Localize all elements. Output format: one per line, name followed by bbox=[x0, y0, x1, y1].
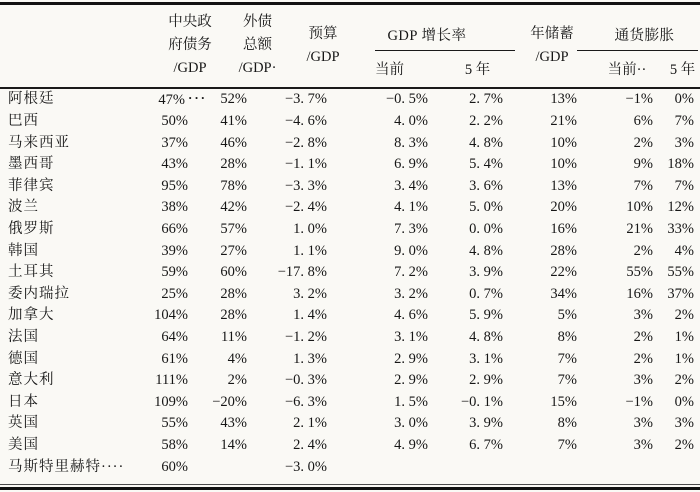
value-cell: 2% bbox=[674, 372, 694, 389]
value-cell: −1. 2% bbox=[284, 329, 327, 346]
value-cell: 5. 4% bbox=[469, 156, 503, 173]
country-cell: 德国 bbox=[8, 350, 39, 367]
country-cell: 墨西哥 bbox=[8, 156, 55, 173]
value-cell: 111% bbox=[155, 372, 188, 389]
value-cell: 3. 2% bbox=[394, 285, 428, 302]
value-cell: 3% bbox=[674, 134, 694, 151]
value-cell: 8% bbox=[557, 415, 577, 432]
value-cell: 7% bbox=[674, 113, 694, 130]
value-cell: 4. 9% bbox=[394, 437, 428, 453]
table-row bbox=[0, 349, 700, 371]
inflation-group-label: 通货膨胀 bbox=[614, 27, 675, 44]
value-cell: 7% bbox=[633, 177, 653, 194]
col-header-gdp-growth-group bbox=[339, 4, 515, 51]
value-cell: −0. 1% bbox=[460, 393, 503, 410]
country-cell: 俄罗斯 bbox=[8, 221, 55, 238]
value-cell bbox=[589, 457, 665, 479]
value-cell: 4% bbox=[674, 242, 694, 259]
value-cell: 1% bbox=[674, 350, 694, 367]
value-cell: 39% bbox=[161, 242, 188, 259]
value-cell: −4. 6% bbox=[284, 113, 327, 130]
table-header bbox=[0, 4, 700, 88]
value-cell: 8. 3% bbox=[394, 134, 428, 151]
table-row bbox=[0, 327, 700, 349]
value-cell: 66% bbox=[161, 221, 188, 238]
value-cell bbox=[440, 457, 515, 479]
value-cell bbox=[339, 457, 440, 479]
table-row bbox=[0, 262, 700, 284]
value-cell: 3% bbox=[633, 307, 653, 324]
table-row bbox=[0, 392, 700, 414]
value-cell: 3% bbox=[633, 415, 653, 432]
value-cell: 58% bbox=[161, 437, 188, 453]
country-cell: 意大利 bbox=[8, 372, 55, 389]
table-row bbox=[0, 284, 700, 306]
value-cell: 46% bbox=[220, 134, 247, 151]
value-cell: 1. 0% bbox=[293, 221, 327, 238]
value-cell: 104% bbox=[154, 307, 188, 324]
country-cell: 马来西亚 bbox=[8, 134, 70, 151]
table-row bbox=[0, 305, 700, 327]
country-cell: 加拿大 bbox=[8, 307, 55, 324]
value-cell: 2% bbox=[227, 372, 247, 389]
value-cell: 2. 4% bbox=[293, 437, 327, 453]
value-cell: 20% bbox=[550, 199, 577, 216]
value-cell: 78% bbox=[220, 177, 247, 194]
table-row bbox=[0, 111, 700, 133]
value-cell: 5. 9% bbox=[469, 307, 503, 324]
value-cell: 9% bbox=[633, 156, 653, 173]
bottom-rule bbox=[0, 484, 700, 490]
table-row bbox=[0, 435, 700, 457]
country-cell: 韩国 bbox=[8, 242, 39, 259]
header-line: 年储蓄 bbox=[530, 25, 574, 42]
value-cell: 7% bbox=[674, 177, 694, 194]
value-cell: 55% bbox=[667, 264, 694, 281]
value-cell: 64% bbox=[161, 329, 188, 346]
header-line: 外债 bbox=[243, 14, 272, 31]
value-cell: 34% bbox=[550, 285, 577, 302]
header-line: /GDP bbox=[173, 60, 207, 77]
value-cell: 16% bbox=[626, 285, 653, 302]
value-cell: 28% bbox=[220, 307, 247, 324]
value-cell: 50% bbox=[161, 113, 188, 130]
country-cell: 日本 bbox=[8, 393, 39, 410]
value-cell: 4. 8% bbox=[469, 329, 503, 346]
value-cell: 60% bbox=[161, 458, 188, 475]
value-cell: 6. 7% bbox=[469, 437, 503, 453]
value-cell: 2. 2% bbox=[469, 113, 503, 130]
table-row bbox=[0, 370, 700, 392]
value-cell: 3. 0% bbox=[394, 415, 428, 432]
subcol-inflation-5yr: 5 年 bbox=[669, 62, 696, 78]
value-cell: 3. 9% bbox=[469, 415, 503, 432]
value-cell: −1. 1% bbox=[284, 156, 327, 173]
value-cell: 2. 1% bbox=[293, 415, 327, 432]
value-cell: 6% bbox=[633, 113, 653, 130]
value-cell: 3. 6% bbox=[469, 177, 503, 194]
subcol-gdp-growth-current: 当前 bbox=[375, 62, 404, 78]
value-cell: 13% bbox=[515, 88, 589, 112]
country-cell: 英国 bbox=[8, 415, 39, 432]
value-cell: 21% bbox=[626, 221, 653, 238]
value-cell: 47% ··· bbox=[136, 88, 200, 112]
table-row bbox=[0, 133, 700, 155]
value-cell: 1. 1% bbox=[293, 242, 327, 259]
value-cell: 14% bbox=[220, 437, 247, 453]
value-cell: 43% bbox=[220, 415, 247, 432]
value-cell: −17. 8% bbox=[277, 264, 327, 281]
value-cell: 28% bbox=[220, 285, 247, 302]
value-cell: 60% bbox=[220, 264, 247, 281]
value-cell: 0. 0% bbox=[469, 221, 503, 238]
value-cell: 11% bbox=[220, 329, 247, 346]
value-cell: 61% bbox=[161, 350, 188, 367]
value-cell: 1. 5% bbox=[394, 393, 428, 410]
value-cell: 10% bbox=[550, 156, 577, 173]
value-cell bbox=[515, 457, 589, 479]
value-cell: −1% bbox=[589, 88, 665, 112]
value-cell: 2% bbox=[633, 350, 653, 367]
value-cell: −0. 5% bbox=[339, 88, 440, 112]
subcol-inflation-current: 当前·· bbox=[607, 62, 647, 78]
value-cell: 2% bbox=[633, 329, 653, 346]
value-cell: 33% bbox=[667, 221, 694, 238]
gdp-growth-group-label: GDP 增长率 bbox=[387, 27, 467, 44]
value-cell: 16% bbox=[550, 221, 577, 238]
value-cell: 0% bbox=[674, 393, 694, 410]
country-cell: 阿根廷 bbox=[0, 88, 136, 112]
value-cell: −3. 0% bbox=[284, 458, 327, 475]
sovereign-debt-table bbox=[0, 2, 700, 478]
col-header-central-gov-debt-gdp bbox=[136, 4, 212, 88]
value-cell: 22% bbox=[550, 264, 577, 281]
footnote-dots: ··· bbox=[188, 89, 208, 105]
value-cell: 57% bbox=[220, 221, 247, 238]
value-cell: 0% bbox=[665, 88, 700, 112]
header-line: 府债务 bbox=[168, 37, 212, 54]
value-cell: 25% bbox=[161, 285, 188, 302]
value-cell: 2. 9% bbox=[394, 350, 428, 367]
value-cell: −2. 8% bbox=[284, 134, 327, 151]
value-cell: 109% bbox=[154, 393, 188, 410]
value-cell bbox=[665, 457, 700, 479]
value-cell: 59% bbox=[161, 264, 188, 281]
value-cell: 2% bbox=[633, 242, 653, 259]
value-cell: 3% bbox=[633, 372, 653, 389]
subcol-gdp-growth-5yr: 5 年 bbox=[464, 62, 491, 78]
value-cell: 3. 2% bbox=[293, 285, 327, 302]
header-line: /GDP bbox=[306, 48, 340, 65]
value-cell: 10% bbox=[626, 199, 653, 216]
value-cell: −2. 4% bbox=[284, 199, 327, 216]
value-cell: 2. 9% bbox=[469, 372, 503, 389]
value-cell: −0. 3% bbox=[284, 372, 327, 389]
value-cell: 38% bbox=[161, 199, 188, 216]
country-column-header bbox=[0, 4, 136, 88]
value-cell: 1% bbox=[674, 329, 694, 346]
value-cell: 7. 2% bbox=[394, 264, 428, 281]
value-cell: −3. 3% bbox=[284, 177, 327, 194]
table-row bbox=[0, 88, 700, 112]
table-row bbox=[0, 219, 700, 241]
value-cell: 37% bbox=[667, 285, 694, 302]
value-cell: 4. 6% bbox=[394, 307, 428, 324]
value-cell: −20% bbox=[212, 393, 247, 410]
value-cell: 3. 1% bbox=[469, 350, 503, 367]
value-cell: 55% bbox=[626, 264, 653, 281]
table-row bbox=[0, 241, 700, 263]
value-cell: 10% bbox=[550, 134, 577, 151]
value-cell: 6. 9% bbox=[394, 156, 428, 173]
value-cell: 5% bbox=[557, 307, 577, 324]
value-cell: 1. 3% bbox=[293, 350, 327, 367]
country-cell: 土耳其 bbox=[8, 264, 55, 281]
value-cell: 41% bbox=[220, 113, 247, 130]
value-cell: 4. 8% bbox=[469, 134, 503, 151]
col-header-inflation-group bbox=[589, 4, 700, 51]
table-body bbox=[0, 88, 700, 479]
table-row bbox=[0, 457, 700, 479]
value-cell: 5. 0% bbox=[469, 199, 503, 216]
value-cell: 3. 9% bbox=[469, 264, 503, 281]
value-cell: 28% bbox=[220, 156, 247, 173]
value-cell: 3. 4% bbox=[394, 177, 428, 194]
value-cell: 52% bbox=[200, 88, 259, 112]
value-cell: 9. 0% bbox=[394, 242, 428, 259]
value-cell: 2% bbox=[674, 437, 694, 453]
table-row bbox=[0, 176, 700, 198]
value-cell: 2% bbox=[674, 307, 694, 324]
value-cell: 4. 8% bbox=[469, 242, 503, 259]
value-cell: 7% bbox=[557, 437, 577, 453]
value-cell: 27% bbox=[220, 242, 247, 259]
value-cell: 4. 0% bbox=[394, 113, 428, 130]
value-cell: 4. 1% bbox=[394, 199, 428, 216]
country-cell: 巴西 bbox=[8, 113, 39, 130]
value-cell: 42% bbox=[220, 199, 247, 216]
value-cell: 8% bbox=[557, 329, 577, 346]
table-row bbox=[0, 197, 700, 219]
value-cell: 7% bbox=[557, 372, 577, 389]
value-cell: 3% bbox=[674, 415, 694, 432]
value-cell: 3. 1% bbox=[394, 329, 428, 346]
table-row bbox=[0, 154, 700, 176]
value-cell: 12% bbox=[667, 199, 694, 216]
header-line: /GDP· bbox=[238, 60, 277, 77]
value-cell: −1% bbox=[625, 393, 653, 410]
country-cell: 美国 bbox=[8, 437, 39, 453]
value-cell: 2. 9% bbox=[394, 372, 428, 389]
header-line: 总额 bbox=[243, 37, 272, 54]
value-cell: 7. 3% bbox=[394, 221, 428, 238]
value-cell: 4% bbox=[227, 350, 247, 367]
value-cell: 3% bbox=[633, 437, 653, 453]
header-line: 预算 bbox=[308, 25, 338, 42]
value-cell: 1. 4% bbox=[293, 307, 327, 324]
value-cell: 18% bbox=[667, 156, 694, 173]
country-cell: 波兰 bbox=[8, 199, 39, 216]
value-cell: 43% bbox=[161, 156, 188, 173]
value-cell: 2. 7% bbox=[440, 88, 515, 112]
table-row bbox=[0, 413, 700, 435]
country-cell: 法国 bbox=[8, 329, 39, 346]
value-cell: 7% bbox=[557, 350, 577, 367]
value-cell: 37% bbox=[161, 134, 188, 151]
value-cell: −3. 7% bbox=[259, 88, 339, 112]
value-cell bbox=[200, 457, 259, 479]
value-cell: 15% bbox=[550, 393, 577, 410]
value-cell: 13% bbox=[550, 177, 577, 194]
header-row-1 bbox=[0, 4, 700, 51]
header-line: /GDP bbox=[535, 48, 569, 65]
country-cell: 委内瑞拉 bbox=[8, 285, 70, 302]
value-cell: 95% bbox=[161, 177, 188, 194]
value-cell: 21% bbox=[550, 113, 577, 130]
value-cell: 28% bbox=[550, 242, 577, 259]
value-cell: −6. 3% bbox=[284, 393, 327, 410]
col-header-annual-savings-gdp bbox=[515, 4, 589, 88]
country-cell: 马斯特里赫特···· bbox=[8, 458, 125, 475]
header-line: 中央政 bbox=[168, 14, 212, 31]
value-cell: 2% bbox=[633, 134, 653, 151]
value-cell: 55% bbox=[161, 415, 188, 432]
value-cell: 0. 7% bbox=[469, 285, 503, 302]
country-cell: 菲律宾 bbox=[8, 177, 55, 194]
